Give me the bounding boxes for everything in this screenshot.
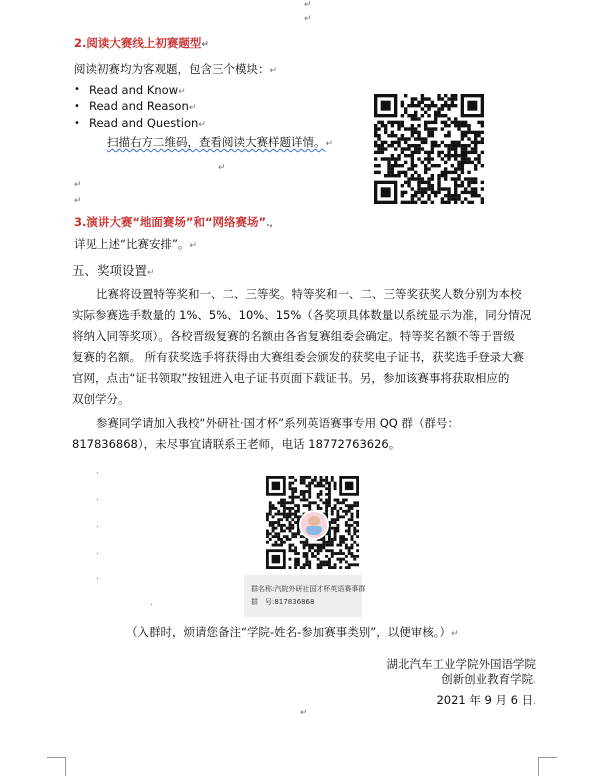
join-note: （入群时，烦请您备注“学院-姓名-参加赛事类别”，以便审核。）↵ [126, 625, 459, 639]
paragraph-mark: ↵ [300, 708, 308, 718]
crop-mark-bottom-left [47, 757, 66, 776]
paragraph-mark: ↵ [218, 163, 226, 173]
awards-paragraph: 比赛将设置特等奖和一、二、三等奖。特等奖和一、二、三等奖获奖人数分别为本校 实际参赛选手数量的 1%、5%、10%、15%（各奖项具体数量以系统显示为准，同分情况 将纳入同等奖项）。各校晋级复赛的名额由各省复赛组委会确定。特等奖名额不等于晋级 复赛的名额。 所有获奖选手将获得由大赛组委会颁发的获奖电子证书，获奖选手登录大赛 官网，点击“证书领取”按钮进入电子证书页面下载证书。另，参加该赛事将获取相应的 双创学分。 [72, 287, 532, 406]
qq-group-caption: 群名称:汽院外研社国才杯英语赛事群 群 号:817836868 [244, 575, 362, 617]
paragraph-mark: . [96, 572, 99, 582]
paragraph-mark: . [96, 520, 99, 530]
signature-org-innovation: 创新创业教育学院. [441, 672, 536, 686]
reading-sample-qr-code [374, 94, 484, 204]
paragraph-mark: ↵ [304, 0, 312, 10]
section3-text: 详见上述“比赛安排”。↵ [74, 237, 197, 251]
qq-group-paragraph: 参赛同学请加入我校“外研社·国才杯”系列英语赛事专用 QQ 群（群号： 817836868），未尽事宜请联系王老师，电话 18772763626。 [72, 416, 459, 451]
paragraph-mark: . [150, 598, 153, 608]
paragraph-mark: . [96, 547, 99, 557]
bullet-icon: • [74, 84, 80, 95]
paragraph-mark: ↵ [74, 196, 82, 206]
signature-org-foreign-languages: 湖北汽车工业学院外国语学院 [386, 657, 536, 671]
paragraph-mark: . [96, 493, 99, 503]
list-item-module: Read and Question↵ [89, 116, 206, 130]
bullet-icon: • [74, 118, 80, 129]
qq-avatar-icon [299, 510, 329, 540]
bullet-icon: • [74, 101, 80, 112]
list-item-module: Read and Reason↵ [89, 99, 197, 113]
crop-mark-bottom-right [538, 757, 557, 776]
scan-qr-instruction: 扫描右方二维码，查看阅读大赛样题详情。↵ [107, 135, 334, 149]
list-item-module: Read and Know↵ [89, 83, 186, 97]
paragraph-mark: ↵ [74, 180, 82, 190]
reading-intro-text: 阅读初赛均为客观题，包含三个模块：↵ [74, 62, 278, 76]
section-heading-awards: 五、奖项设置↵ [72, 263, 155, 278]
paragraph-mark: ↵ [304, 14, 312, 24]
signature-date: 2021 年 9 月 6 日. [436, 693, 536, 707]
section-heading-speech: 3.演讲大赛“地面赛场”和“网络赛场”., [74, 215, 273, 229]
paragraph-mark: . [96, 466, 99, 476]
section-heading-reading: 2.阅读大赛线上初赛题型↵ [74, 36, 209, 50]
